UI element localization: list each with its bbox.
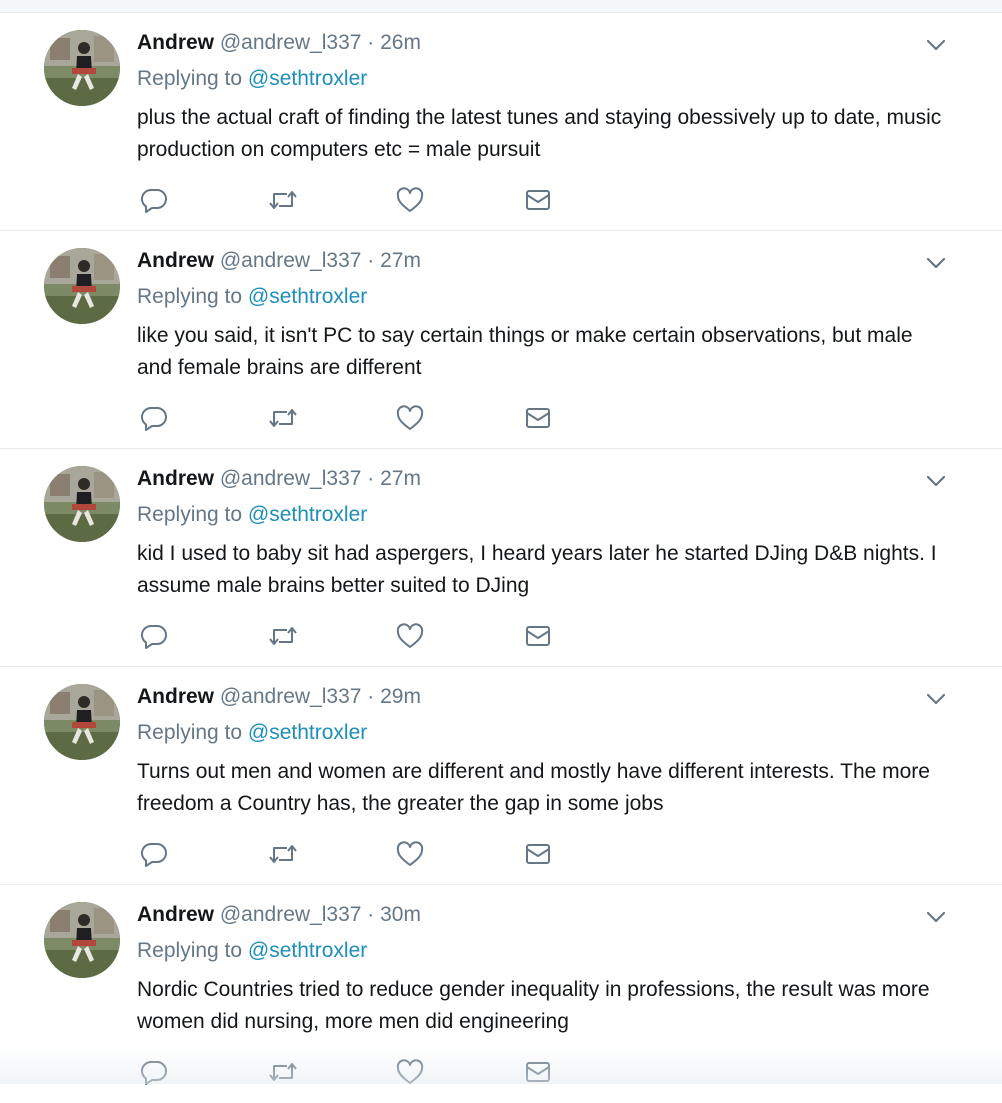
author-handle[interactable]: @andrew_l337 bbox=[219, 685, 362, 708]
retweet-icon[interactable] bbox=[268, 841, 298, 867]
author-name[interactable]: Andrew bbox=[137, 249, 215, 272]
author-handle[interactable]: @andrew_l337 bbox=[219, 467, 362, 490]
timestamp[interactable]: 27m bbox=[380, 467, 421, 490]
author-handle[interactable]: @andrew_l337 bbox=[219, 903, 362, 926]
tweet-actions bbox=[140, 187, 560, 213]
timestamp[interactable]: 30m bbox=[380, 903, 421, 926]
chevron-down-icon[interactable] bbox=[924, 33, 948, 57]
retweet-icon[interactable] bbox=[268, 623, 298, 649]
author-name[interactable]: Andrew bbox=[137, 467, 215, 490]
avatar[interactable] bbox=[44, 466, 120, 542]
envelope-icon[interactable] bbox=[524, 841, 554, 867]
chevron-down-icon[interactable] bbox=[924, 687, 948, 711]
tweet[interactable] bbox=[0, 885, 1002, 1103]
retweet-icon[interactable] bbox=[268, 1059, 298, 1085]
reply-icon[interactable] bbox=[140, 187, 170, 213]
retweet-icon[interactable] bbox=[268, 405, 298, 431]
replying-to bbox=[137, 937, 957, 965]
heart-icon[interactable] bbox=[396, 1059, 426, 1085]
heart-icon[interactable] bbox=[396, 841, 426, 867]
author-name[interactable]: Andrew bbox=[137, 31, 215, 54]
replying-prefix: Replying to bbox=[137, 721, 243, 744]
replying-prefix: Replying to bbox=[137, 503, 243, 526]
avatar[interactable] bbox=[44, 30, 120, 106]
avatar[interactable] bbox=[44, 248, 120, 324]
tweet-actions bbox=[140, 1059, 560, 1085]
tweet-text: Nordic Countries tried to reduce gender inequality in professions, the result was more women did nursing, more men did engineering bbox=[137, 978, 930, 1033]
separator-dot: · bbox=[367, 903, 375, 926]
replying-to-link[interactable]: @sethtroxler bbox=[247, 939, 368, 962]
reply-icon[interactable] bbox=[140, 1059, 170, 1085]
separator-dot: · bbox=[367, 467, 375, 490]
timestamp[interactable]: 26m bbox=[380, 31, 421, 54]
replying-to bbox=[137, 65, 957, 93]
tweet[interactable] bbox=[0, 231, 1002, 449]
reply-icon[interactable] bbox=[140, 405, 170, 431]
replying-to bbox=[137, 501, 957, 529]
tweet[interactable] bbox=[0, 667, 1002, 885]
envelope-icon[interactable] bbox=[524, 623, 554, 649]
replying-prefix: Replying to bbox=[137, 67, 243, 90]
author-name[interactable]: Andrew bbox=[137, 685, 215, 708]
separator-dot: · bbox=[367, 685, 375, 708]
replying-to bbox=[137, 283, 957, 311]
envelope-icon[interactable] bbox=[524, 405, 554, 431]
chevron-down-icon[interactable] bbox=[924, 251, 948, 275]
tweet-actions bbox=[140, 841, 560, 867]
top-divider bbox=[0, 0, 1002, 13]
reply-icon[interactable] bbox=[140, 841, 170, 867]
tweet[interactable] bbox=[0, 449, 1002, 667]
chevron-down-icon[interactable] bbox=[924, 905, 948, 929]
envelope-icon[interactable] bbox=[524, 187, 554, 213]
avatar[interactable] bbox=[44, 902, 120, 978]
replying-to bbox=[137, 719, 957, 747]
replying-prefix: Replying to bbox=[137, 939, 243, 962]
author-handle[interactable]: @andrew_l337 bbox=[219, 31, 362, 54]
chevron-down-icon[interactable] bbox=[924, 469, 948, 493]
reply-icon[interactable] bbox=[140, 623, 170, 649]
tweet-text: kid I used to baby sit had aspergers, I heard years later he started DJing D&B nights. I assume male brains better suited to DJing bbox=[137, 542, 937, 597]
tweet-text: Turns out men and women are different and mostly have different interests. The more freedom a Country has, the greater the gap in some jobs bbox=[137, 760, 930, 815]
tweet-actions bbox=[140, 405, 560, 431]
tweet-actions bbox=[140, 623, 560, 649]
tweet[interactable] bbox=[0, 13, 1002, 231]
separator-dot: · bbox=[367, 249, 375, 272]
envelope-icon[interactable] bbox=[524, 1059, 554, 1085]
author-name[interactable]: Andrew bbox=[137, 903, 215, 926]
replying-to-link[interactable]: @sethtroxler bbox=[247, 503, 368, 526]
tweet-text: like you said, it isn't PC to say certain things or make certain observations, but male and female brains are different bbox=[137, 324, 913, 379]
tweet-text: plus the actual craft of finding the latest tunes and staying obessively up to date, music production on computers etc = male pursuit bbox=[137, 106, 942, 161]
heart-icon[interactable] bbox=[396, 405, 426, 431]
replying-to-link[interactable]: @sethtroxler bbox=[247, 67, 368, 90]
timestamp[interactable]: 27m bbox=[380, 249, 421, 272]
separator-dot: · bbox=[367, 31, 375, 54]
avatar[interactable] bbox=[44, 684, 120, 760]
replying-to-link[interactable]: @sethtroxler bbox=[247, 285, 368, 308]
tweet-feed bbox=[0, 13, 1002, 1103]
heart-icon[interactable] bbox=[396, 623, 426, 649]
replying-to-link[interactable]: @sethtroxler bbox=[247, 721, 368, 744]
heart-icon[interactable] bbox=[396, 187, 426, 213]
author-handle[interactable]: @andrew_l337 bbox=[219, 249, 362, 272]
replying-prefix: Replying to bbox=[137, 285, 243, 308]
retweet-icon[interactable] bbox=[268, 187, 298, 213]
timestamp[interactable]: 29m bbox=[380, 685, 421, 708]
